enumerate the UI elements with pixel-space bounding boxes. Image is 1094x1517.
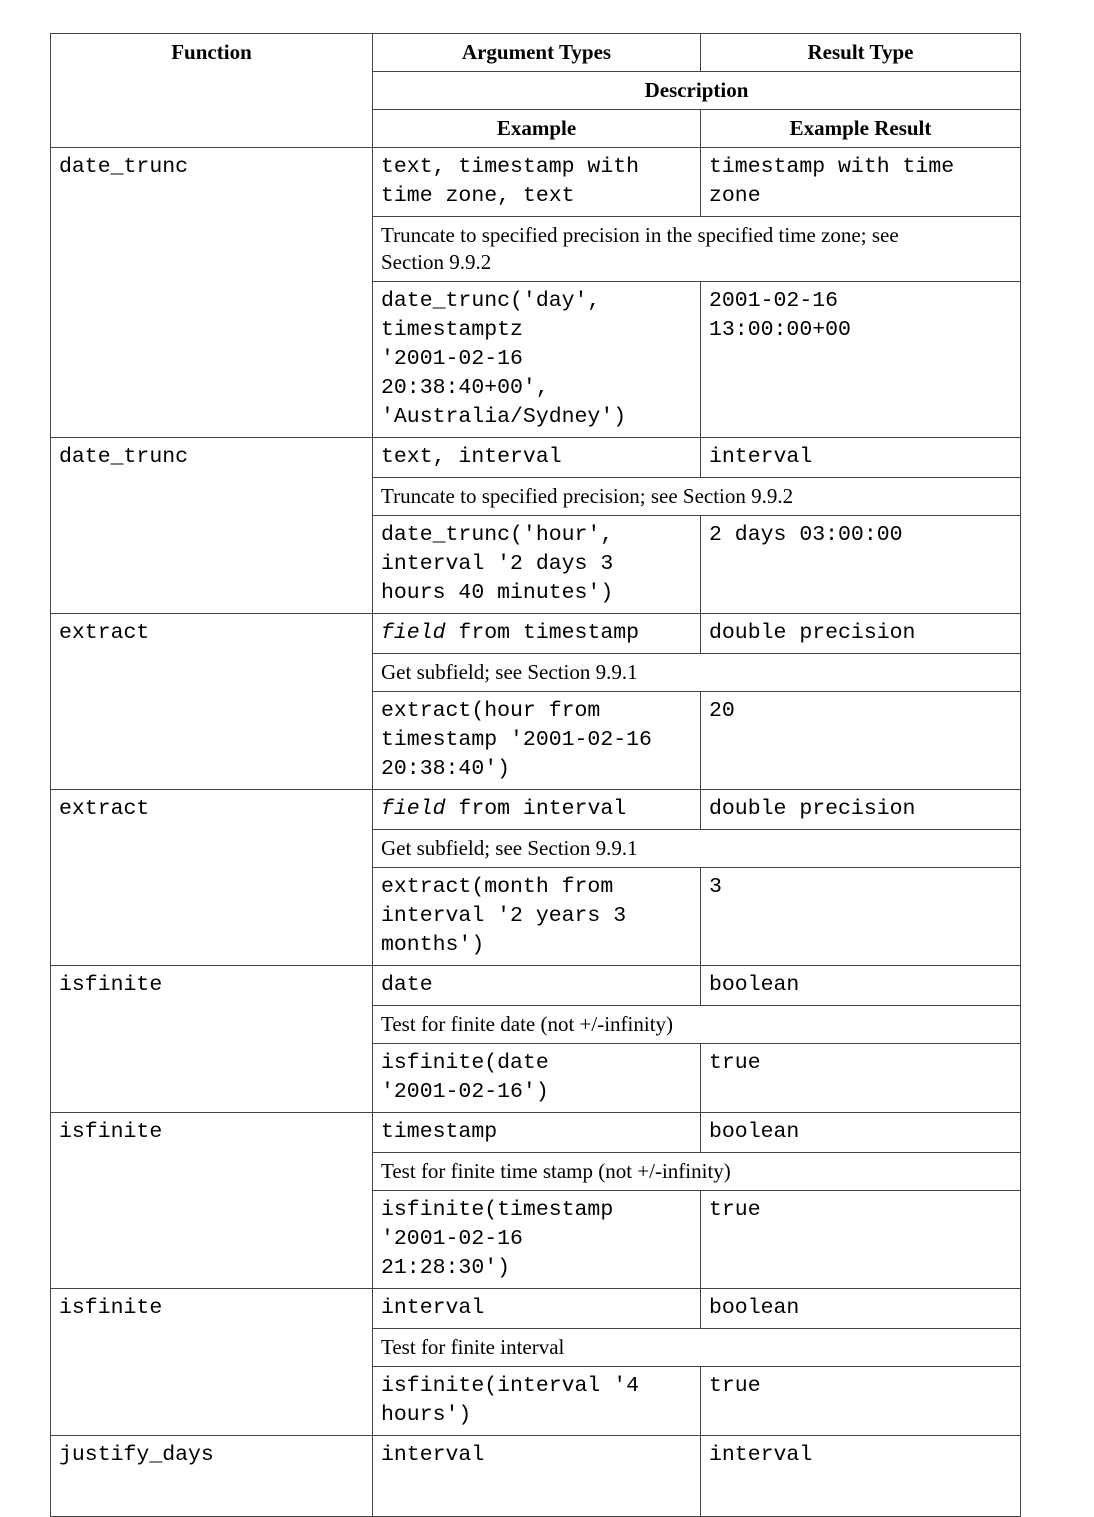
example-cell: extract(month from interval '2 years 3 months')	[373, 868, 701, 966]
result-type-cell: boolean	[701, 1289, 1021, 1329]
example-cell: extract(hour from timestamp '2001-02-16 20:38:40')	[373, 692, 701, 790]
description-cell: Get subfield; see Section 9.9.1	[373, 830, 1021, 868]
argument-types-text: text, timestamp with time zone, text	[381, 155, 640, 208]
description-cell: Truncate to specified precision in the specified time zone; see Section 9.9.2	[373, 217, 1021, 282]
header-row-1	[51, 34, 1021, 72]
example-result-cell: true	[701, 1044, 1021, 1113]
example-cell: isfinite(timestamp '2001-02-16 21:28:30')	[373, 1191, 701, 1289]
argument-types-text: from timestamp	[445, 621, 640, 645]
example-result-cell: 2001-02-16 13:00:00+00	[701, 282, 1021, 438]
header-description: Description	[373, 72, 1021, 110]
header-example-result: Example Result	[701, 110, 1021, 148]
result-type-cell: double precision	[701, 614, 1021, 654]
header-result-type: Result Type	[701, 34, 1021, 72]
example-cell: isfinite(date '2001-02-16')	[373, 1044, 701, 1113]
function-signature-row	[51, 148, 1021, 217]
argument-types-text: from interval	[445, 797, 627, 821]
example-cell: date_trunc('hour', interval '2 days 3 hours 40 minutes')	[373, 516, 701, 614]
argument-types-text: interval	[381, 1296, 485, 1320]
argument-types-cell	[373, 1113, 701, 1153]
header-argument-types: Argument Types	[373, 34, 701, 72]
description-cell: Test for finite date (not +/-infinity)	[373, 1006, 1021, 1044]
argument-types-text: text, interval	[381, 445, 562, 469]
result-type-cell: interval	[701, 1436, 1021, 1517]
example-result-cell: 2 days 03:00:00	[701, 516, 1021, 614]
function-name-cell: date_trunc	[51, 148, 373, 438]
header-example: Example	[373, 110, 701, 148]
description-cell: Truncate to specified precision; see Section 9.9.2	[373, 478, 1021, 516]
table-header	[51, 34, 1021, 148]
function-name-cell: date_trunc	[51, 438, 373, 614]
argument-placeholder-italic: field	[381, 621, 446, 645]
result-type-cell: timestamp with time zone	[701, 148, 1021, 217]
argument-types-cell	[373, 966, 701, 1006]
function-signature-row	[51, 966, 1021, 1006]
function-name-cell: isfinite	[51, 1113, 373, 1289]
function-signature-row	[51, 1113, 1021, 1153]
description-cell: Get subfield; see Section 9.9.1	[373, 654, 1021, 692]
example-result-cell: true	[701, 1191, 1021, 1289]
result-type-cell: interval	[701, 438, 1021, 478]
result-type-cell: double precision	[701, 790, 1021, 830]
argument-types-cell	[373, 438, 701, 478]
description-cell: Test for finite interval	[373, 1329, 1021, 1367]
function-signature-row	[51, 614, 1021, 654]
argument-types-text: date	[381, 973, 433, 997]
description-cell: Test for finite time stamp (not +/-infinity)	[373, 1153, 1021, 1191]
function-signature-row	[51, 438, 1021, 478]
example-cell: isfinite(interval '4 hours')	[373, 1367, 701, 1436]
example-result-cell: true	[701, 1367, 1021, 1436]
function-signature-row	[51, 790, 1021, 830]
result-type-cell: boolean	[701, 966, 1021, 1006]
example-cell: date_trunc('day', timestamptz '2001-02-16 20:38:40+00', 'Australia/Sydney')	[373, 282, 701, 438]
function-signature-row	[51, 1436, 1021, 1517]
result-type-cell: boolean	[701, 1113, 1021, 1153]
argument-types-text: interval	[381, 1443, 485, 1467]
function-name-cell: justify_days	[51, 1436, 373, 1517]
argument-types-text: timestamp	[381, 1120, 498, 1144]
argument-types-cell	[373, 1289, 701, 1329]
function-signature-row	[51, 1289, 1021, 1329]
argument-placeholder-italic: field	[381, 797, 446, 821]
function-name-cell: extract	[51, 790, 373, 966]
example-result-cell: 20	[701, 692, 1021, 790]
table-body	[51, 148, 1021, 1517]
functions-table	[50, 33, 1021, 1517]
function-name-cell: extract	[51, 614, 373, 790]
function-name-cell: isfinite	[51, 966, 373, 1113]
header-function: Function	[51, 34, 373, 148]
example-result-cell: 3	[701, 868, 1021, 966]
argument-types-cell	[373, 1436, 701, 1517]
argument-types-cell	[373, 614, 701, 654]
argument-types-cell	[373, 148, 701, 217]
function-name-cell: isfinite	[51, 1289, 373, 1436]
argument-types-cell	[373, 790, 701, 830]
